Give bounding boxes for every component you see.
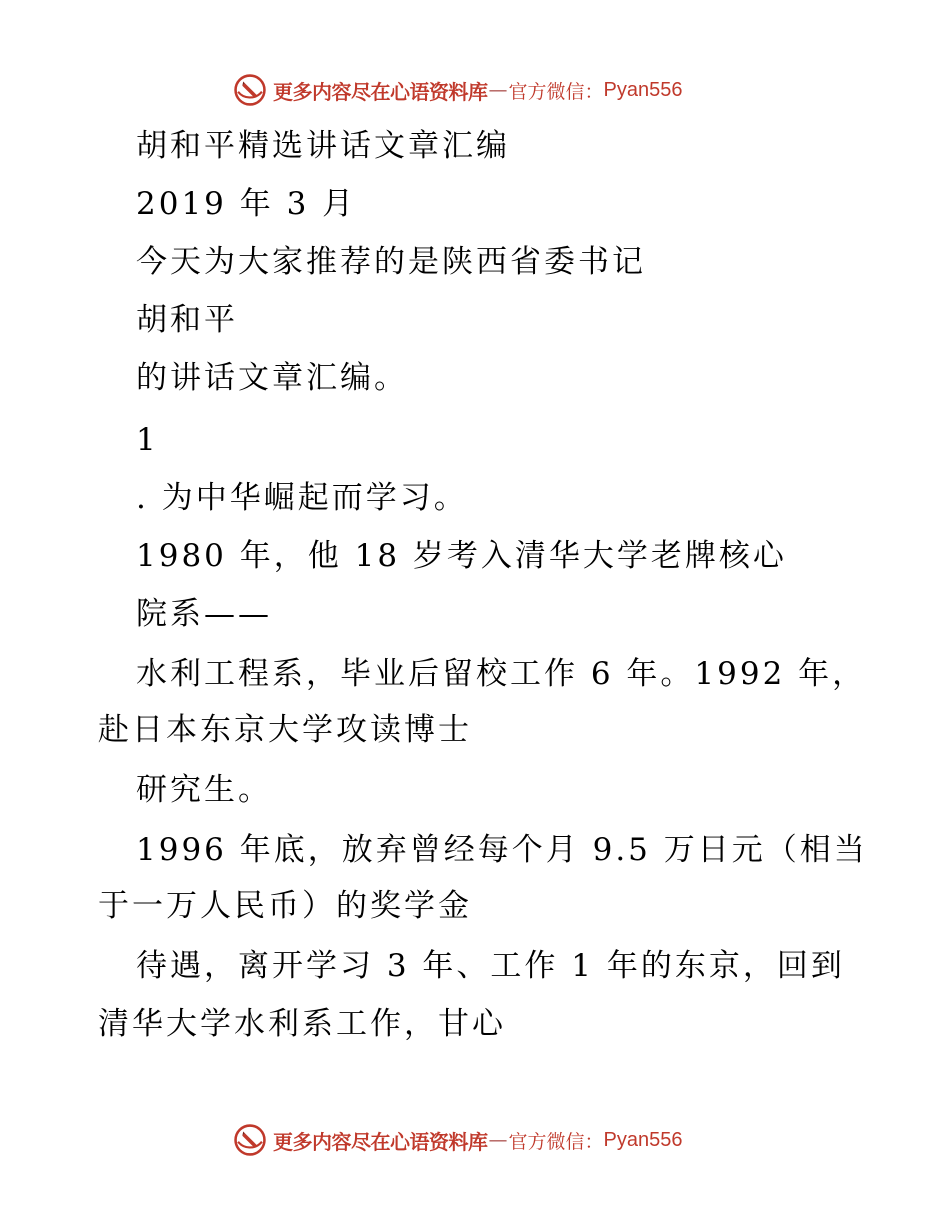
document-title: 胡和平精选讲话文章汇编 [136,128,510,164]
watermark-main-text: 更多内容尽在心语资料库 [273,1129,488,1154]
section-heading: . 为中华崛起而学习。 [136,480,468,516]
paragraph-line: 研究生。 [136,772,272,808]
watermark-wechat-id: Pyan556 [603,1128,683,1151]
watermark-main-text: 更多内容尽在心语资料库 [273,79,488,104]
paragraph-line: 清华大学水利系工作，甘心 [98,1006,506,1042]
paragraph-line: 1996 年底，放弃曾经每个月 9.5 万日元（相当 [136,832,868,868]
watermark-tail-text: 官方微信： [508,80,604,103]
watermark-wechat-id: Pyan556 [603,78,683,101]
section-number: 1 [136,422,159,458]
paragraph-line: 院系—— [136,596,272,632]
pen-logo-icon [233,73,267,107]
paragraph-line: 1980 年，他 18 岁考入清华大学老牌核心 [136,538,787,574]
watermark-tail-text: 官方微信： [508,1130,604,1153]
header-watermark [233,72,682,108]
paragraph-line: 的讲话文章汇编。 [136,360,408,396]
paragraph-line: 待遇，离开学习 3 年、工作 1 年的东京，回到 [136,948,845,984]
document-date: 2019 年 3 月 [136,186,357,222]
watermark-separator: — [488,1129,508,1151]
footer-watermark [233,1122,682,1158]
pen-logo-icon [233,1123,267,1157]
watermark-separator: — [488,79,508,101]
paragraph-line: 水利工程系，毕业后留校工作 6 年。1992 年， [136,656,867,692]
paragraph-line: 于一万人民币）的奖学金 [98,888,472,924]
paragraph-line: 赴日本东京大学攻读博士 [98,712,472,748]
paragraph-line: 胡和平 [136,302,238,338]
paragraph-line: 今天为大家推荐的是陕西省委书记 [136,244,646,280]
